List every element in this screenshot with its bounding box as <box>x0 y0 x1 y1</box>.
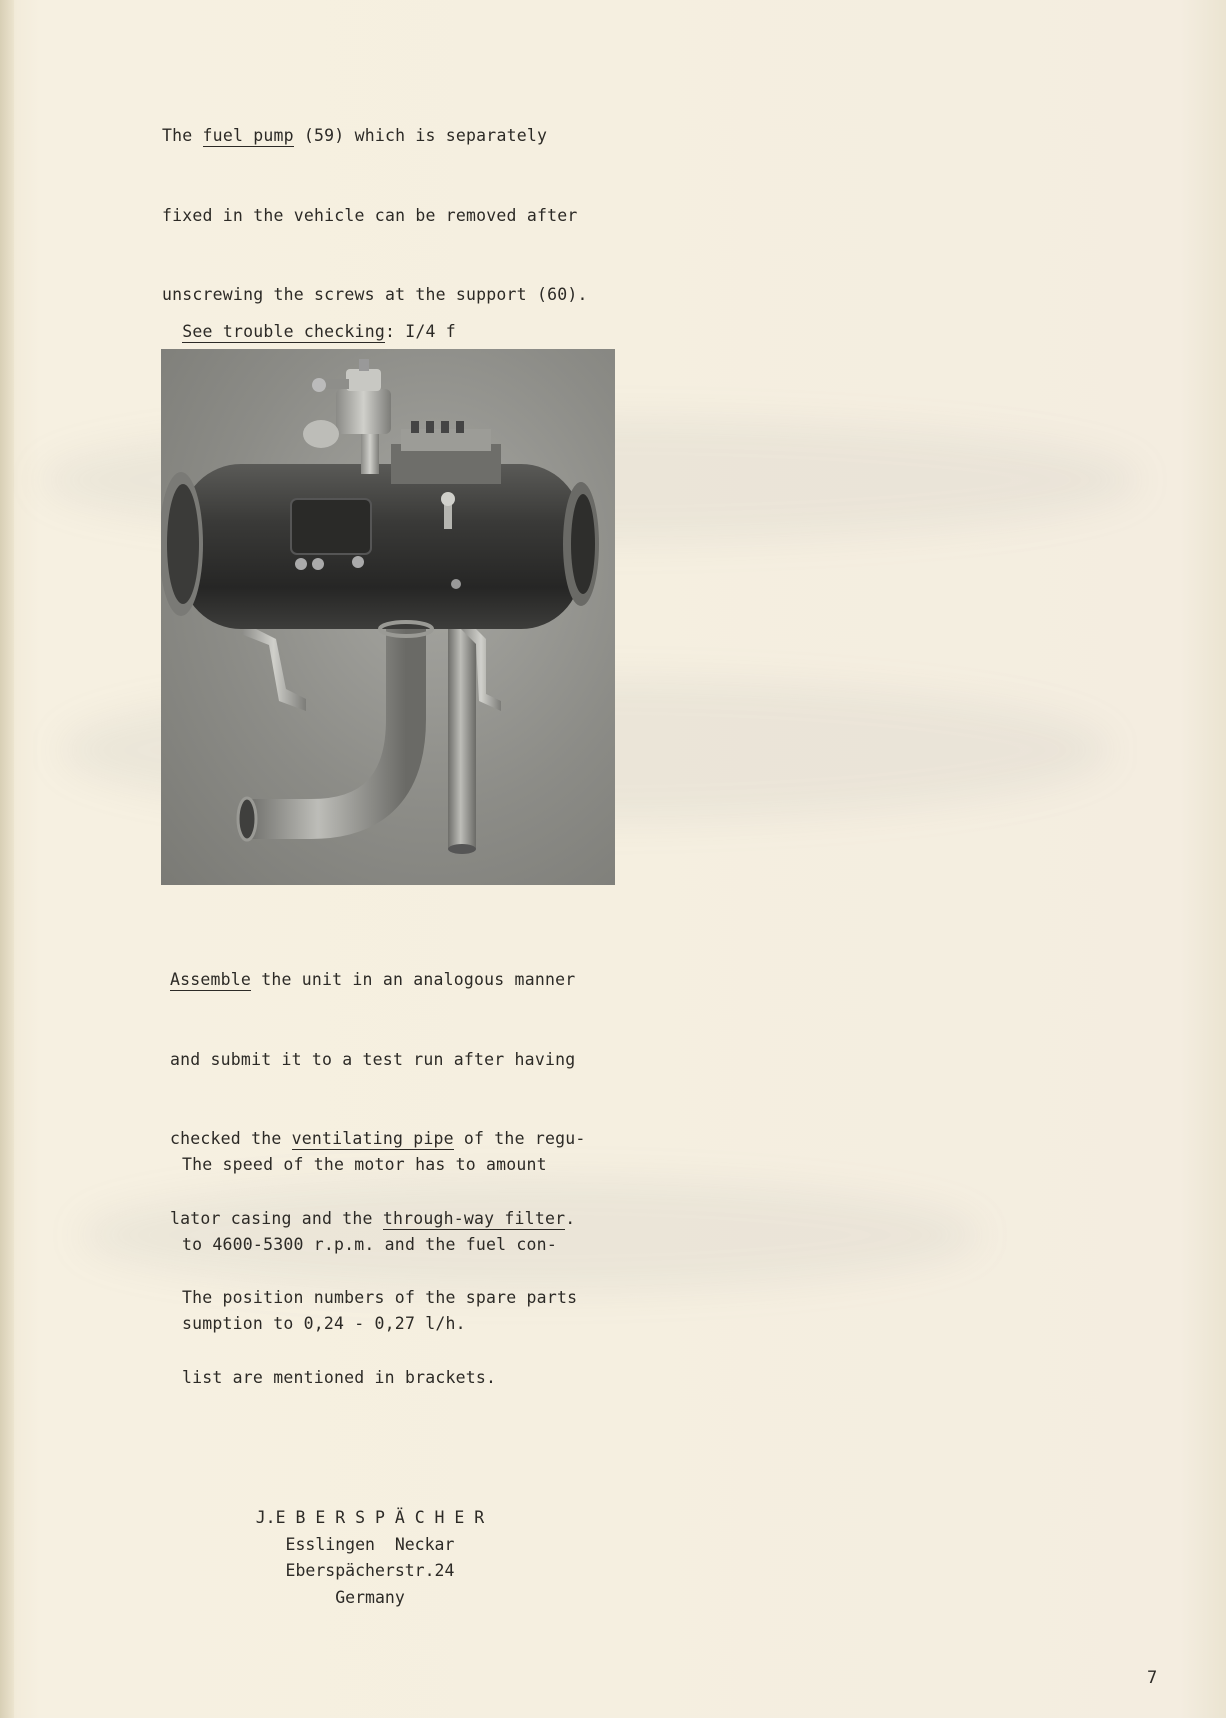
trouble-checking-reference <box>162 292 456 345</box>
paragraph-line <box>170 967 586 994</box>
text: . <box>565 1208 576 1228</box>
paragraph-line: sumption to 0,24 - 0,27 l/h. <box>182 1314 466 1333</box>
address-city: Esslingen Neckar <box>285 1534 455 1554</box>
binding-edge <box>0 0 14 1718</box>
trouble-checking-label: See trouble checking <box>182 321 385 341</box>
address-street: Eberspächerstr.24 <box>285 1561 455 1580</box>
company-address <box>230 1505 510 1611</box>
text: lator casing and the <box>170 1208 383 1228</box>
text: of the regu- <box>453 1129 586 1148</box>
fuel-pump-term: fuel pump <box>202 126 294 145</box>
paragraph-line: to 4600-5300 r.p.m. and the fuel con- <box>182 1234 557 1254</box>
text: the unit in an analogous manner <box>251 970 576 989</box>
position-numbers-paragraph <box>182 1232 577 1418</box>
paragraph-line: The position numbers of the spare parts <box>182 1288 578 1307</box>
page-number: 7 <box>1147 1668 1158 1688</box>
text: (59) which is separately <box>293 126 548 145</box>
ventilating-pipe-term: ventilating pipe <box>291 1129 454 1148</box>
address-country: Germany <box>335 1587 405 1607</box>
through-way-filter-term: through-way filter <box>382 1208 566 1228</box>
text: The <box>162 126 203 145</box>
paragraph-line <box>162 123 598 150</box>
assemble-term: Assemble <box>170 970 252 989</box>
heater-unit-illustration <box>161 349 615 885</box>
company-name: J.E B E R S P Ä C H E R <box>255 1508 485 1527</box>
trouble-checking-value: : I/4 f <box>384 321 456 341</box>
paragraph-line: The speed of the motor has to amount <box>182 1155 547 1174</box>
paragraph-line: and submit it to a test run after having <box>170 1049 576 1069</box>
paragraph-line: fixed in the vehicle can be removed after <box>162 205 578 225</box>
paragraph-line: list are mentioned in brackets. <box>182 1367 497 1387</box>
paragraph-line: unscrewing the screws at the support (60). <box>162 285 588 304</box>
heater-unit-photo <box>161 349 615 885</box>
text: checked the <box>170 1129 292 1148</box>
